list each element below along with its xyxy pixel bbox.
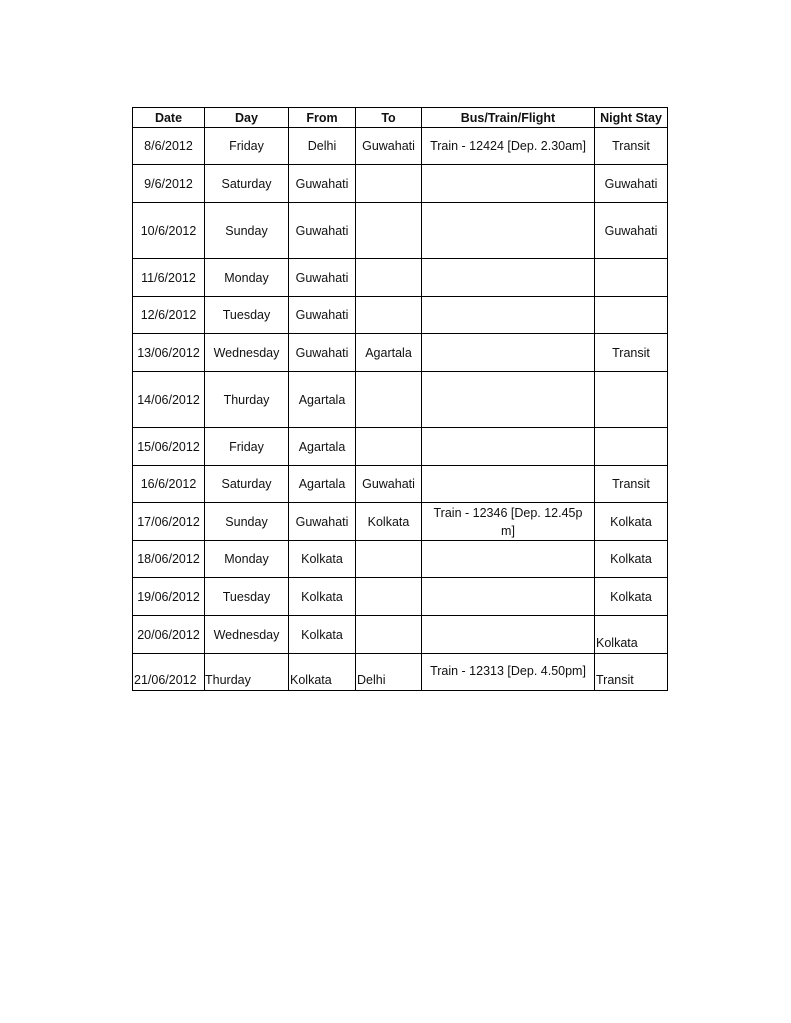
cell-mode (422, 259, 595, 297)
cell-day: Friday (205, 428, 289, 466)
cell-from: Agartala (289, 428, 356, 466)
cell-date: 10/6/2012 (133, 203, 205, 259)
cell-night-stay: Kolkata (595, 578, 668, 616)
table-row (133, 616, 668, 654)
cell-mode (422, 334, 595, 372)
cell-to (356, 616, 422, 654)
cell-night-stay: Guwahati (595, 203, 668, 259)
cell-date: 12/6/2012 (133, 297, 205, 334)
cell-from: Guwahati (289, 203, 356, 259)
cell-day: Tuesday (205, 297, 289, 334)
cell-mode: Train - 12313 [Dep. 4.50pm] (422, 654, 595, 691)
cell-mode (422, 165, 595, 203)
header-night-stay: Night Stay (595, 108, 668, 128)
cell-day: Thurday (205, 372, 289, 428)
cell-mode (422, 541, 595, 578)
cell-mode (422, 372, 595, 428)
cell-date-text: 19/06/2012 (137, 589, 200, 604)
cell-date (133, 334, 205, 372)
cell-from: Kolkata (289, 654, 356, 691)
cell-night-stay: Kolkata (595, 503, 668, 541)
cell-night-stay: Guwahati (595, 165, 668, 203)
cell-from: Kolkata (289, 541, 356, 578)
table-row (133, 128, 668, 165)
cell-date: 21/06/2012 (133, 654, 205, 691)
cell-date-text: 13/06/2012 (137, 345, 200, 360)
cell-night-stay: Transit (595, 334, 668, 372)
cell-day: Wednesday (205, 334, 289, 372)
cell-to (356, 259, 422, 297)
cell-night-stay: Kolkata (595, 616, 668, 654)
cell-night-stay (595, 259, 668, 297)
cell-mode (422, 297, 595, 334)
cell-from: Agartala (289, 372, 356, 428)
cell-date (133, 541, 205, 578)
header-date: Date (133, 108, 205, 128)
cell-date-text: 17/06/2012 (137, 514, 200, 529)
cell-from: Kolkata (289, 616, 356, 654)
cell-day: Wednesday (205, 616, 289, 654)
cell-date: 11/6/2012 (133, 259, 205, 297)
cell-date-text: 15/06/2012 (137, 439, 200, 454)
table-row (133, 372, 668, 428)
cell-night-stay: Transit (595, 128, 668, 165)
cell-date (133, 578, 205, 616)
cell-night-stay: Transit (595, 654, 668, 691)
cell-mode (422, 203, 595, 259)
table-row (133, 541, 668, 578)
table-row (133, 466, 668, 503)
cell-to (356, 203, 422, 259)
cell-day: Monday (205, 541, 289, 578)
cell-to (356, 165, 422, 203)
cell-mode-text: Train - 12346 [Dep. 12.45pm] (433, 505, 583, 538)
cell-mode: Train - 12424 [Dep. 2.30am] (422, 128, 595, 165)
cell-from: Delhi (289, 128, 356, 165)
cell-date: 9/6/2012 (133, 165, 205, 203)
cell-to: Agartala (356, 334, 422, 372)
header-to: To (356, 108, 422, 128)
cell-to: Delhi (356, 654, 422, 691)
cell-date-text: 18/06/2012 (137, 552, 200, 566)
cell-day: Saturday (205, 165, 289, 203)
cell-date (133, 372, 205, 428)
cell-day: Tuesday (205, 578, 289, 616)
cell-date (133, 503, 205, 541)
table-row (133, 578, 668, 616)
header-mode: Bus/Train/Flight (422, 108, 595, 128)
table-row (133, 165, 668, 203)
cell-to (356, 578, 422, 616)
cell-to (356, 428, 422, 466)
cell-night-stay (595, 372, 668, 428)
table-row (133, 203, 668, 259)
cell-day: Sunday (205, 503, 289, 541)
cell-mode (422, 578, 595, 616)
cell-night-stay: Transit (595, 466, 668, 503)
table-row (133, 654, 668, 691)
cell-mode (422, 616, 595, 654)
table-row (133, 259, 668, 297)
header-day: Day (205, 108, 289, 128)
cell-to: Guwahati (356, 466, 422, 503)
cell-day: Sunday (205, 203, 289, 259)
cell-mode (422, 466, 595, 503)
cell-to (356, 297, 422, 334)
cell-date (133, 616, 205, 654)
table-row (133, 297, 668, 334)
cell-day: Thurday (205, 654, 289, 691)
cell-date-text: 20/06/2012 (137, 627, 200, 642)
cell-from: Guwahati (289, 259, 356, 297)
cell-mode (422, 503, 595, 541)
cell-day: Friday (205, 128, 289, 165)
cell-night-stay (595, 428, 668, 466)
cell-date (133, 428, 205, 466)
cell-from: Agartala (289, 466, 356, 503)
cell-to: Guwahati (356, 128, 422, 165)
cell-night-stay (595, 297, 668, 334)
cell-from: Kolkata (289, 578, 356, 616)
cell-from: Guwahati (289, 165, 356, 203)
cell-from: Guwahati (289, 503, 356, 541)
cell-to (356, 372, 422, 428)
itinerary-table (132, 107, 668, 691)
cell-from: Guwahati (289, 334, 356, 372)
cell-night-stay: Kolkata (595, 541, 668, 578)
cell-day: Saturday (205, 466, 289, 503)
cell-date: 8/6/2012 (133, 128, 205, 165)
header-row (133, 108, 668, 128)
cell-date: 16/6/2012 (133, 466, 205, 503)
cell-mode (422, 428, 595, 466)
table-row (133, 334, 668, 372)
header-from: From (289, 108, 356, 128)
cell-from: Guwahati (289, 297, 356, 334)
cell-day: Monday (205, 259, 289, 297)
cell-to: Kolkata (356, 503, 422, 541)
cell-date-text: 14/06/2012 (137, 392, 200, 407)
table-row (133, 428, 668, 466)
cell-to (356, 541, 422, 578)
table-row (133, 503, 668, 541)
